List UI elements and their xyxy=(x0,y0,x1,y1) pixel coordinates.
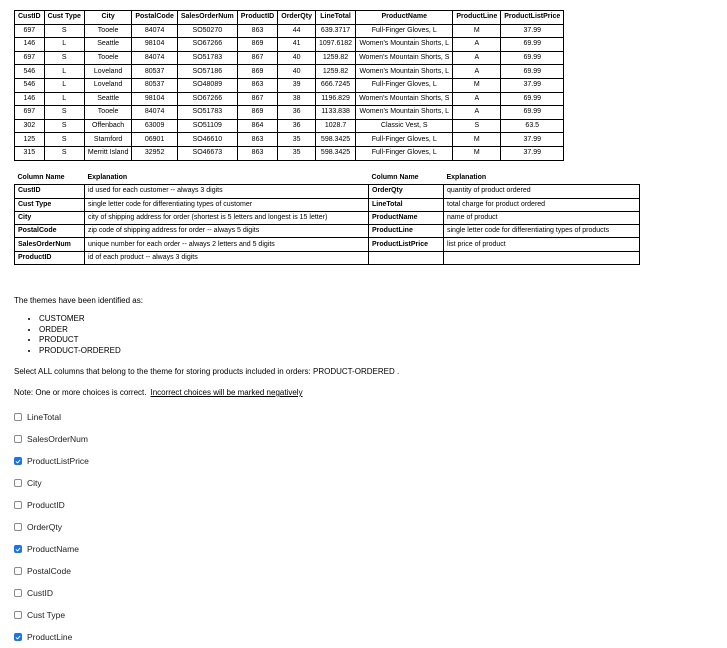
dictionary-row xyxy=(15,198,640,211)
table-cell: 863 xyxy=(237,24,277,38)
table-cell: L xyxy=(44,38,84,52)
checkbox[interactable] xyxy=(14,611,22,619)
table-row xyxy=(15,146,564,160)
table-cell: 32952 xyxy=(132,146,178,160)
choice-label: OrderQty xyxy=(27,522,62,532)
theme-item: • PRODUCT-ORDERED xyxy=(39,346,121,357)
table-cell: S xyxy=(44,24,84,38)
table-cell: 1259.82 xyxy=(315,65,355,79)
table-cell: SO57186 xyxy=(177,65,237,79)
dictionary-column-name: SalesOrderNum xyxy=(15,238,85,251)
table-cell: 63.5 xyxy=(501,119,564,133)
table-cell: 37.99 xyxy=(501,78,564,92)
choice-label: City xyxy=(27,478,42,488)
table-cell: 41 xyxy=(278,38,316,52)
table-cell: 146 xyxy=(15,38,45,52)
table-row xyxy=(15,119,564,133)
table-cell: 63009 xyxy=(132,119,178,133)
dictionary-explanation: name of product xyxy=(444,211,640,224)
column-header: ProductListPrice xyxy=(501,11,564,25)
checkmark-icon xyxy=(15,458,21,465)
checkbox[interactable] xyxy=(14,413,22,421)
table-row xyxy=(15,38,564,52)
dictionary-explanation: single letter code for differentiating types of products xyxy=(444,225,640,238)
table-cell: Women's Mountain Shorts, L xyxy=(356,65,453,79)
table-cell: 84074 xyxy=(132,51,178,65)
table-cell: 1259.82 xyxy=(315,51,355,65)
table-cell: 869 xyxy=(237,106,277,120)
table-cell: Women's Mountain Shorts, S xyxy=(356,92,453,106)
checkbox[interactable] xyxy=(14,501,22,509)
table-cell: 84074 xyxy=(132,106,178,120)
note-text xyxy=(14,388,303,397)
dictionary-column-name: Cust Type xyxy=(15,198,85,211)
table-cell: 36 xyxy=(278,119,316,133)
choice-option[interactable] xyxy=(14,560,89,582)
table-cell: L xyxy=(44,78,84,92)
column-header: Cust Type xyxy=(44,11,84,25)
dictionary-explanation: id used for each customer -- always 3 digits xyxy=(85,185,369,198)
checkbox[interactable] xyxy=(14,633,22,641)
table-row xyxy=(15,51,564,65)
table-cell: 1028.7 xyxy=(315,119,355,133)
theme-item: • CUSTOMER xyxy=(39,314,121,325)
table-cell: 69.99 xyxy=(501,51,564,65)
table-cell: 869 xyxy=(237,38,277,52)
choice-label: LineTotal xyxy=(27,412,62,422)
table-cell: 36 xyxy=(278,106,316,120)
table-cell: 37.99 xyxy=(501,133,564,147)
dictionary-column-name: CustID xyxy=(15,185,85,198)
table-cell: Seattle xyxy=(84,92,131,106)
table-cell: Stamford xyxy=(84,133,131,147)
dictionary-header-row xyxy=(15,172,640,185)
table-cell: SO48089 xyxy=(177,78,237,92)
table-cell: 38 xyxy=(278,92,316,106)
dictionary-column-name: ProductID xyxy=(15,251,85,264)
table-cell: 863 xyxy=(237,146,277,160)
table-cell: SO51783 xyxy=(177,51,237,65)
table-cell: SO67266 xyxy=(177,38,237,52)
table-cell: M xyxy=(453,146,501,160)
table-cell: S xyxy=(44,133,84,147)
table-cell: A xyxy=(453,65,501,79)
table-cell: 35 xyxy=(278,146,316,160)
note-warning: Incorrect choices will be marked negatively xyxy=(150,388,303,397)
table-cell: 44 xyxy=(278,24,316,38)
column-header: City xyxy=(84,11,131,25)
checkbox[interactable] xyxy=(14,435,22,443)
table-cell: SO51109 xyxy=(177,119,237,133)
theme-item: • ORDER xyxy=(39,325,121,336)
table-cell: Women's Mountain Shorts, L xyxy=(356,38,453,52)
choice-option[interactable] xyxy=(14,582,89,604)
table-cell: S xyxy=(44,119,84,133)
table-cell: Full-Finger Gloves, L xyxy=(356,24,453,38)
dictionary-row xyxy=(15,225,640,238)
table-cell: A xyxy=(453,92,501,106)
choice-label: ProductID xyxy=(27,500,65,510)
choice-option[interactable] xyxy=(14,626,89,648)
dictionary-header: Explanation xyxy=(87,174,128,182)
column-header: OrderQty xyxy=(278,11,316,25)
choice-option[interactable] xyxy=(14,538,89,560)
table-cell: 863 xyxy=(237,78,277,92)
table-cell: 697 xyxy=(15,24,45,38)
table-cell: 864 xyxy=(237,119,277,133)
table-row xyxy=(15,133,564,147)
table-cell: 35 xyxy=(278,133,316,147)
dictionary-explanation: unique number for each order -- always 2 letters and 5 digits xyxy=(85,238,369,251)
data-table-header-row xyxy=(15,11,564,25)
dictionary-explanation: quantity of product ordered xyxy=(444,185,640,198)
choices-list xyxy=(14,406,89,648)
table-cell: 80537 xyxy=(132,65,178,79)
column-header: ProductID xyxy=(237,11,277,25)
column-header: LineTotal xyxy=(315,11,355,25)
dictionary-header: Column Name xyxy=(371,174,419,182)
dictionary-column-name: ProductListPrice xyxy=(369,238,444,251)
table-cell: 84074 xyxy=(132,24,178,38)
choice-label: ProductName xyxy=(27,544,79,554)
note-label: Note: One or more choices is correct. xyxy=(14,388,147,397)
table-cell: Loveland xyxy=(84,78,131,92)
table-cell: 546 xyxy=(15,65,45,79)
table-cell: Full-Finger Gloves, L xyxy=(356,146,453,160)
table-cell: 598.3425 xyxy=(315,133,355,147)
column-header: ProductName xyxy=(356,11,453,25)
dictionary-column-name xyxy=(369,251,444,264)
table-cell: 98104 xyxy=(132,38,178,52)
table-row xyxy=(15,78,564,92)
table-row xyxy=(15,106,564,120)
table-row xyxy=(15,65,564,79)
table-cell: 146 xyxy=(15,92,45,106)
table-cell: S xyxy=(44,146,84,160)
table-cell: 39 xyxy=(278,78,316,92)
table-cell: A xyxy=(453,38,501,52)
choice-option[interactable] xyxy=(14,428,89,450)
table-cell: 639.3717 xyxy=(315,24,355,38)
table-cell: 867 xyxy=(237,51,277,65)
choice-option[interactable] xyxy=(14,604,89,626)
table-cell: 37.99 xyxy=(501,146,564,160)
table-cell: Classic Vest, S xyxy=(356,119,453,133)
table-cell: SO46673 xyxy=(177,146,237,160)
dictionary-header: Column Name xyxy=(17,174,65,182)
table-cell: 06901 xyxy=(132,133,178,147)
themes-intro: The themes have been identified as: xyxy=(14,296,143,305)
choice-option[interactable] xyxy=(14,516,89,538)
table-cell: Loveland xyxy=(84,65,131,79)
table-cell: Tooele xyxy=(84,51,131,65)
column-header: ProductLine xyxy=(453,11,501,25)
column-dictionary-table xyxy=(14,172,640,265)
table-cell: 697 xyxy=(15,106,45,120)
dictionary-explanation: total charge for product ordered xyxy=(444,198,640,211)
dictionary-column-name: ProductLine xyxy=(369,225,444,238)
table-cell: 598.3425 xyxy=(315,146,355,160)
table-cell: S xyxy=(453,119,501,133)
dictionary-explanation: city of shipping address for order (shortest is 5 letters and longest is 15 letter) xyxy=(85,211,369,224)
dictionary-explanation: zip code of shipping address for order -- always 5 digits xyxy=(85,225,369,238)
column-header: SalesOrderNum xyxy=(177,11,237,25)
theme-item: • PRODUCT xyxy=(39,335,121,346)
table-cell: 1097.6182 xyxy=(315,38,355,52)
choice-label: SalesOrderNum xyxy=(27,434,88,444)
table-cell: Full-Finger Gloves, L xyxy=(356,78,453,92)
choice-label: PostalCode xyxy=(27,566,71,576)
choice-label: CustID xyxy=(27,588,53,598)
table-cell: M xyxy=(453,24,501,38)
table-cell: 546 xyxy=(15,78,45,92)
question-text: Select ALL columns that belong to the theme for storing products included in orders: PRODUCT-ORDERED . xyxy=(14,367,400,376)
table-cell: 666.7245 xyxy=(315,78,355,92)
table-cell: 69.99 xyxy=(501,65,564,79)
orders-data-table xyxy=(14,10,564,161)
table-cell: 869 xyxy=(237,65,277,79)
themes-list xyxy=(27,314,121,357)
dictionary-explanation: list price of product xyxy=(444,238,640,251)
choice-label: ProductLine xyxy=(27,632,73,642)
table-cell: M xyxy=(453,78,501,92)
dictionary-header: Explanation xyxy=(446,174,487,182)
checkbox[interactable] xyxy=(14,545,22,553)
table-cell: SO51783 xyxy=(177,106,237,120)
dictionary-column-name: OrderQty xyxy=(369,185,444,198)
table-row xyxy=(15,24,564,38)
table-cell: 125 xyxy=(15,133,45,147)
dictionary-explanation: single letter code for differentiating types of customer xyxy=(85,198,369,211)
table-cell: SO50270 xyxy=(177,24,237,38)
checkbox[interactable] xyxy=(14,523,22,531)
table-cell: S xyxy=(44,106,84,120)
table-cell: Seattle xyxy=(84,38,131,52)
table-cell: Tooele xyxy=(84,24,131,38)
dictionary-row xyxy=(15,251,640,264)
table-cell: 69.99 xyxy=(501,106,564,120)
table-cell: 69.99 xyxy=(501,38,564,52)
choice-option[interactable] xyxy=(14,472,89,494)
table-cell: S xyxy=(44,51,84,65)
dictionary-explanation: id of each product -- always 3 digits xyxy=(85,251,369,264)
column-header: CustID xyxy=(15,11,45,25)
checkbox[interactable] xyxy=(14,479,22,487)
checkbox[interactable] xyxy=(14,567,22,575)
table-cell: 302 xyxy=(15,119,45,133)
table-cell: Merritt Island xyxy=(84,146,131,160)
table-cell: Women's Mountain Shorts, S xyxy=(356,51,453,65)
table-cell: 867 xyxy=(237,92,277,106)
checkmark-icon xyxy=(15,546,21,553)
table-cell: 98104 xyxy=(132,92,178,106)
table-cell: L xyxy=(44,92,84,106)
table-cell: SO67266 xyxy=(177,92,237,106)
table-row xyxy=(15,92,564,106)
table-cell: 40 xyxy=(278,65,316,79)
choice-label: Cust Type xyxy=(27,610,66,620)
choice-option[interactable] xyxy=(14,450,89,472)
choice-label: ProductListPrice xyxy=(27,456,89,466)
choice-option[interactable] xyxy=(14,406,89,428)
table-cell: Offenbach xyxy=(84,119,131,133)
checkmark-icon xyxy=(15,634,21,641)
dictionary-explanation xyxy=(444,251,640,264)
table-cell: 69.99 xyxy=(501,92,564,106)
table-cell: 1133.838 xyxy=(315,106,355,120)
table-cell: Tooele xyxy=(84,106,131,120)
checkbox[interactable] xyxy=(14,457,22,465)
table-cell: 1196.829 xyxy=(315,92,355,106)
table-cell: 315 xyxy=(15,146,45,160)
dictionary-row xyxy=(15,185,640,198)
choice-option[interactable] xyxy=(14,494,89,516)
table-cell: 40 xyxy=(278,51,316,65)
table-cell: 697 xyxy=(15,51,45,65)
table-cell: 37.99 xyxy=(501,24,564,38)
table-cell: 863 xyxy=(237,133,277,147)
table-cell: SO46610 xyxy=(177,133,237,147)
column-header: PostalCode xyxy=(132,11,178,25)
table-cell: M xyxy=(453,133,501,147)
dictionary-column-name: PostalCode xyxy=(15,225,85,238)
table-cell: 80537 xyxy=(132,78,178,92)
dictionary-row xyxy=(15,238,640,251)
table-cell: L xyxy=(44,65,84,79)
table-cell: Women's Mountain Shorts, L xyxy=(356,106,453,120)
dictionary-column-name: City xyxy=(15,211,85,224)
dictionary-row xyxy=(15,211,640,224)
dictionary-column-name: ProductName xyxy=(369,211,444,224)
table-cell: A xyxy=(453,51,501,65)
table-cell: Full-Finger Gloves, L xyxy=(356,133,453,147)
table-cell: A xyxy=(453,106,501,120)
dictionary-column-name: LineTotal xyxy=(369,198,444,211)
checkbox[interactable] xyxy=(14,589,22,597)
